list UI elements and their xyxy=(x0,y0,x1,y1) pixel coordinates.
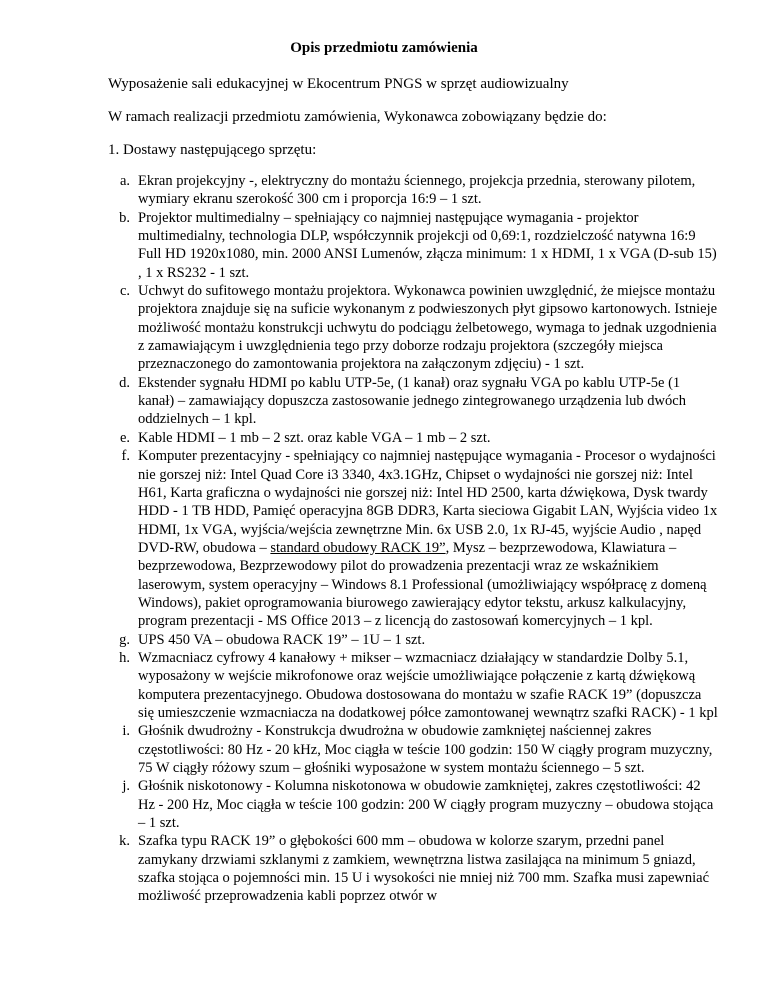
list-item-text: Uchwyt do sufitowego montażu projektora. Wykonawca powinien uwzględnić, że miejsce montażu projektora znajduje się na suficie wykonanym z podwieszonych płyt gipsowo kartonowych. Istnieje możliwość montażu konstrukcji uchwytu do podciągu żelbetowego, wymaga to jednak uzgodnienia z zamawiającym i uwzględnienia tego przy doborze rodzaju projektora (szczegóły miejsca przeznaczonego do zamontowania projektora na załączonym zdjęciu) - 1 szt. xyxy=(138,283,718,373)
list-marker: g. xyxy=(119,631,130,648)
list-item-text: Ekstender sygnału HDMI po kablu UTP-5e, (1 kanał) oraz sygnału VGA po kablu UTP-5e (1 kanał) – zamawiający dopuszcza zastosowanie jednego zintegrowanego urządzenia lub dwóch oddzielnych – 1 kpl. xyxy=(138,374,686,428)
list-item xyxy=(108,832,718,905)
list-item xyxy=(108,777,718,832)
list-item-text: Kable HDMI – 1 mb – 2 szt. oraz kable VGA – 1 mb – 2 szt. xyxy=(138,429,491,446)
list-item xyxy=(108,172,718,209)
list-item xyxy=(108,282,718,374)
list-item-text: UPS 450 VA – obudowa RACK 19” – 1U – 1 szt. xyxy=(138,631,426,648)
list-marker: i. xyxy=(122,723,130,740)
list-marker: b. xyxy=(119,209,130,226)
list-item-text: Ekran projekcyjny -, elektryczny do montażu ściennego, projekcja przednia, sterowany pilotem, wymiary ekranu szerokość 300 cm i proporcja 16:9 – 1 szt. xyxy=(138,173,696,208)
equipment-list xyxy=(108,172,718,906)
list-item-text: Szafka typu RACK 19” o głębokości 600 mm – obudowa w kolorze szarym, przedni panel zamykany drzwiami szklanymi z zamkiem, wewnętrzna listwa zasilająca na minimum 5 gniazd, szafka stojąca o pojemności min. 15 U i wysokości nie mniej niż 700 mm. Szafka musi zapewniać możliwość przeprowadzenia kabli poprzez otwór w xyxy=(138,833,710,905)
list-item xyxy=(108,447,718,630)
list-marker: j. xyxy=(122,778,130,795)
list-item xyxy=(108,649,718,722)
list-item xyxy=(108,209,718,282)
list-marker: c. xyxy=(119,283,130,300)
list-item-text: Komputer prezentacyjny - spełniający co najmniej następujące wymagania - Procesor o wydajności nie gorszej niż: Intel Quad Core i3 3340, 4x3.1GHz, Chipset o wydajności nie gorszej niż: Intel H61, Karta graficzna o wydajności nie gorszej niż: Intel HD 2500, karta dźwiękowa, Dysk twardy HDD - 1 TB HDD, Pamięć operacyjna 8GB DDR3, Karta sieciowa Gigabit LAN, Wyjścia video 1x HDMI, 1x VGA, wyjścia/wejścia zewnętrzne Min. 6x USB 2.0, 1x RJ-45, wyjście Audio , napęd DVD-RW, obudowa – xyxy=(138,448,718,556)
list-item-text: Głośnik dwudrożny - Konstrukcja dwudrożna w obudowie zamkniętej naściennej zakres częstotliwości: 80 Hz - 20 kHz, Moc ciągła w teście 100 godzin: 150 W ciągły program muzyczny, 75 W ciągły różowy szum – głośniki wyposażone w system montażu ściennego – 5 szt. xyxy=(138,723,713,776)
list-item-text: Głośnik niskotonowy - Kolumna niskotonowa w obudowie zamkniętej, zakres częstotliwości: 42 Hz - 200 Hz, Moc ciągła w teście 100 godzin: 200 W ciągły program muzyczny – obudowa stojąca – 1 szt. xyxy=(138,778,714,832)
list-item-text: Wzmacniacz cyfrowy 4 kanałowy + mikser – wzmacniacz działający w standardzie Dolby 5.1, wyposażony w wejście mikrofonowe oraz wejście umożliwiające połączenie z kartą dźwiękową komputera prezentacyjnego. Obudowa dostosowana do montażu w szafie RACK 19” (dopuszcza się umieszczenie wzmacniacza na dodatkowej półce zamontowanej wewnątrz szafki RACK) - 1 kpl xyxy=(138,649,718,721)
list-marker: k. xyxy=(119,833,130,850)
list-item xyxy=(108,429,718,447)
list-marker: h. xyxy=(119,649,130,666)
list-item-text: , Mysz – bezprzewodowa, Klawiatura – bezprzewodowa, Bezprzewodowy pilot do prowadzenia prezentacji wraz ze wskaźnikiem laserowym, system operacyjny – Windows 8.1 Professional (umożliwiający współpracę z domeną Windows), pakiet oprogramowania biurowego zawierający edytor tekstu, arkusz kalkulacyjny, program prezentacji - MS Office 2013 – z licencją do zastosowań komercyjnych – 1 kpl. xyxy=(138,539,707,630)
page-title: Opis przedmiotu zamówienia xyxy=(290,40,478,56)
list-item xyxy=(108,631,718,649)
list-item xyxy=(108,374,718,429)
obligations-paragraph: W ramach realizacji przedmiotu zamówienia, Wykonawca zobowiązany będzie do: xyxy=(108,109,607,125)
list-marker: f. xyxy=(121,448,130,465)
intro-paragraph: Wyposażenie sali edukacyjnej w Ekocentrum PNGS w sprzęt audiowizualny xyxy=(108,76,569,92)
list-item-text: Projektor multimedialny – spełniający co najmniej następujące wymagania - projektor multimedialny, technologia DLP, współczynnik projekcji od 0,69:1, rozdzielczość natywna 16:9 Full HD 1920x1080, min. 2000 ANSI Lumenów, złącza minimum: 1 x HDMI, 1 x VGA (D-sub 15) , 1 x RS232 - 1 szt. xyxy=(138,209,717,281)
list-marker: d. xyxy=(119,374,130,391)
list-marker: a. xyxy=(119,173,130,189)
section-heading: 1. Dostawy następującego sprzętu: xyxy=(108,142,317,158)
list-item xyxy=(108,722,718,777)
list-marker: e. xyxy=(119,429,130,446)
underlined-text: standard obudowy RACK 19” xyxy=(270,539,446,556)
